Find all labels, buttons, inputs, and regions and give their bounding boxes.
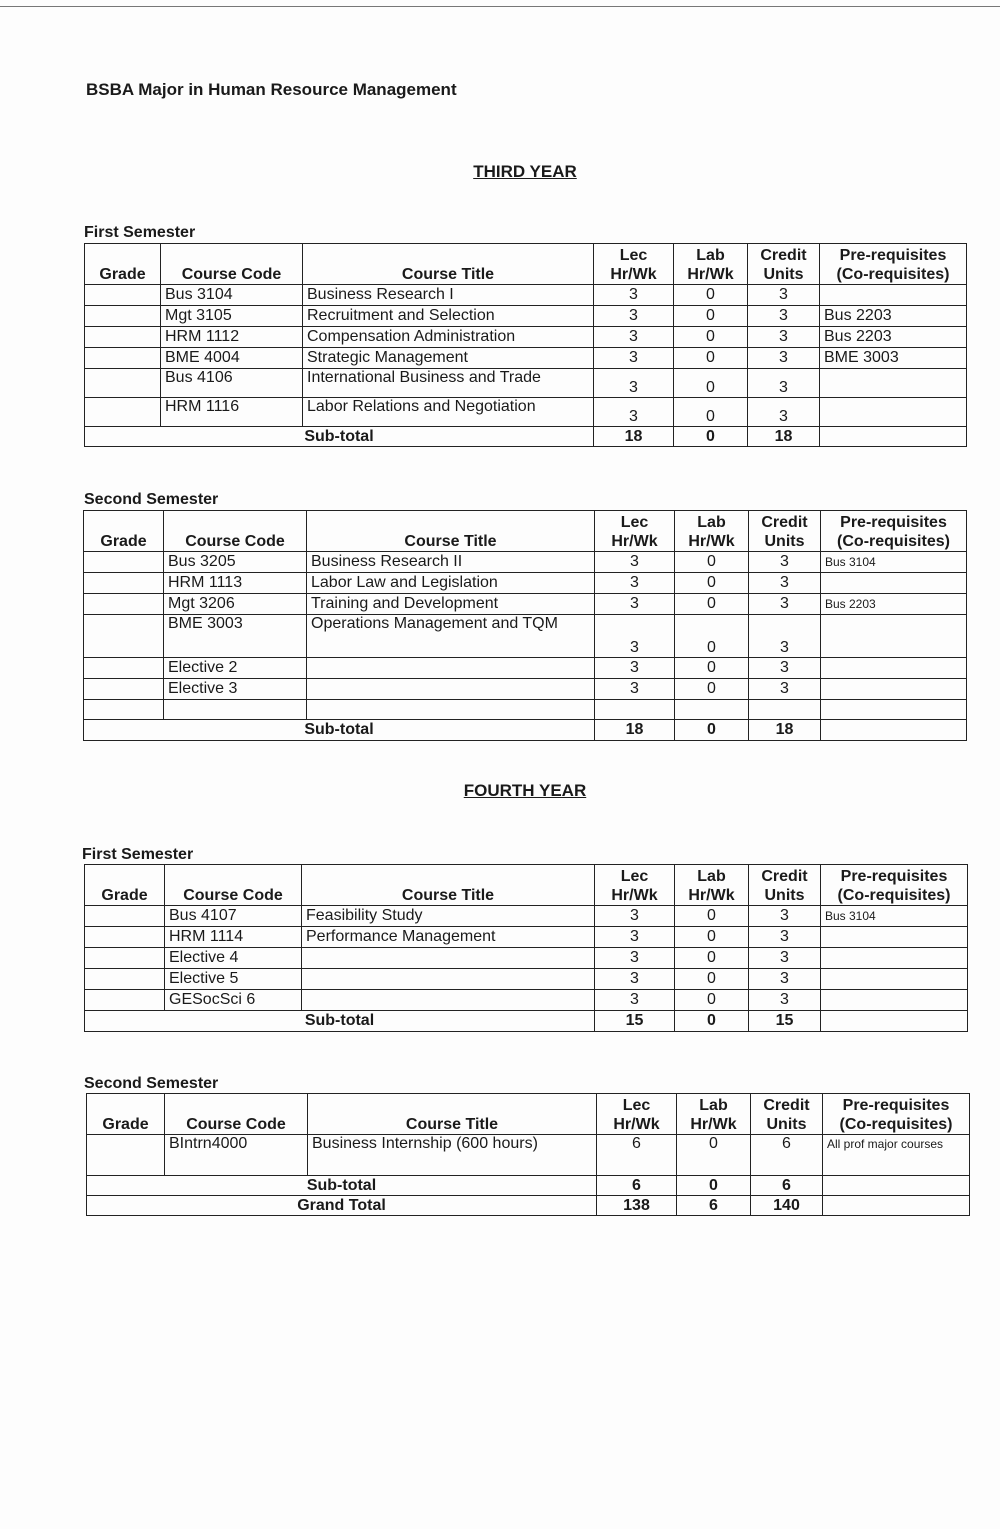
grade-cell: [84, 594, 164, 615]
empty-cell: [595, 700, 675, 720]
table-row: [84, 658, 967, 679]
header-prereq: Pre-requisites (Co-requisites): [821, 511, 967, 552]
grade-cell: [85, 990, 165, 1011]
course-title: [307, 679, 595, 700]
lab-hours: 0: [674, 369, 748, 398]
table-row: [85, 927, 968, 948]
table-row-empty: [84, 700, 967, 720]
subtotal-label: Sub-total: [87, 1176, 597, 1196]
table-row: [85, 306, 967, 327]
subtotal-lab: 0: [674, 427, 748, 447]
lec-hours: 6: [597, 1135, 677, 1176]
credit-units: 3: [749, 679, 821, 700]
header-prereq: Pre-requisites (Co-requisites): [823, 1094, 970, 1135]
header-lec: Lec Hr/Wk: [595, 865, 675, 906]
empty-cell: [307, 700, 595, 720]
course-code: HRM 1116: [161, 398, 303, 427]
course-title: Performance Management: [302, 927, 595, 948]
prerequisite: [820, 285, 967, 306]
credit-units: 6: [751, 1135, 823, 1176]
lab-hours: 0: [675, 594, 749, 615]
header-credit: Credit Units: [751, 1094, 823, 1135]
header-course-code: Course Code: [165, 1094, 308, 1135]
grade-cell: [85, 969, 165, 990]
subtotal-credit: 6: [751, 1176, 823, 1196]
prerequisite: Bus 2203: [821, 594, 967, 615]
prerequisite: All prof major courses: [823, 1135, 970, 1176]
empty-cell: [749, 700, 821, 720]
lec-hours: 3: [595, 927, 675, 948]
credit-units: 3: [748, 348, 820, 369]
prerequisite: [821, 948, 968, 969]
header-grade: Grade: [87, 1094, 165, 1135]
lab-hours: 0: [677, 1135, 751, 1176]
prerequisite: [821, 573, 967, 594]
course-code: BME 3003: [164, 615, 307, 658]
table-row: [85, 285, 967, 306]
credit-units: 3: [749, 658, 821, 679]
semester-heading: First Semester: [82, 846, 194, 863]
prerequisite: [821, 679, 967, 700]
course-title: Feasibility Study: [302, 906, 595, 927]
lab-hours: 0: [675, 906, 749, 927]
lec-hours: 3: [594, 285, 674, 306]
lab-hours: 0: [675, 969, 749, 990]
subtotal-lec: 6: [597, 1176, 677, 1196]
course-table-y4-s1: [84, 864, 968, 1032]
course-code: BIntrn4000: [165, 1135, 308, 1176]
table-header-row: [87, 1094, 970, 1135]
lec-hours: 3: [594, 398, 674, 427]
credit-units: 3: [748, 369, 820, 398]
course-table-y3-s2: [83, 510, 967, 741]
table-row: [84, 679, 967, 700]
course-code: Elective 4: [165, 948, 302, 969]
table-row: [85, 906, 968, 927]
table-row: [85, 969, 968, 990]
prerequisite: [821, 990, 968, 1011]
subtotal-prereq-empty: [820, 427, 967, 447]
grade-cell: [84, 658, 164, 679]
header-course-code: Course Code: [165, 865, 302, 906]
header-prereq: Pre-requisites (Co-requisites): [821, 865, 968, 906]
header-course-title: Course Title: [303, 244, 594, 285]
prerequisite: [821, 658, 967, 679]
table-header-row: [85, 865, 968, 906]
header-credit: Credit Units: [749, 865, 821, 906]
header-lec: Lec Hr/Wk: [597, 1094, 677, 1135]
course-code: GESocSci 6: [165, 990, 302, 1011]
course-title: Business Internship (600 hours): [308, 1135, 597, 1176]
header-lec: Lec Hr/Wk: [595, 511, 675, 552]
prerequisite: [821, 969, 968, 990]
lec-hours: 3: [595, 969, 675, 990]
subtotal-row: [84, 720, 967, 741]
lab-hours: 0: [675, 927, 749, 948]
grand-total-label: Grand Total: [87, 1196, 597, 1216]
credit-units: 3: [749, 906, 821, 927]
prerequisite: Bus 2203: [820, 327, 967, 348]
grand-total-credit: 140: [751, 1196, 823, 1216]
subtotal-lab: 0: [675, 720, 749, 741]
subtotal-prereq-empty: [821, 720, 967, 741]
table-row: [85, 948, 968, 969]
credit-units: 3: [749, 990, 821, 1011]
credit-units: 3: [749, 594, 821, 615]
lec-hours: 3: [595, 594, 675, 615]
header-lab: Lab Hr/Wk: [674, 244, 748, 285]
course-code: Mgt 3206: [164, 594, 307, 615]
lab-hours: 0: [675, 948, 749, 969]
course-code: Elective 3: [164, 679, 307, 700]
subtotal-credit: 15: [749, 1011, 821, 1032]
course-code: Elective 5: [165, 969, 302, 990]
grand-total-prereq-empty: [823, 1196, 970, 1216]
table-row: [85, 398, 967, 427]
header-course-title: Course Title: [308, 1094, 597, 1135]
grade-cell: [84, 552, 164, 573]
header-lab: Lab Hr/Wk: [675, 511, 749, 552]
header-grade: Grade: [85, 865, 165, 906]
course-code: Bus 3104: [161, 285, 303, 306]
subtotal-lab: 0: [675, 1011, 749, 1032]
course-title: Training and Development: [307, 594, 595, 615]
grade-cell: [85, 927, 165, 948]
credit-units: 3: [748, 306, 820, 327]
header-course-title: Course Title: [307, 511, 595, 552]
grade-cell: [85, 948, 165, 969]
lab-hours: 0: [674, 327, 748, 348]
lec-hours: 3: [595, 906, 675, 927]
course-title: Strategic Management: [303, 348, 594, 369]
lab-hours: 0: [675, 552, 749, 573]
course-title: Business Research II: [307, 552, 595, 573]
lab-hours: 0: [674, 306, 748, 327]
lab-hours: 0: [674, 348, 748, 369]
lab-hours: 0: [675, 679, 749, 700]
grade-cell: [84, 615, 164, 658]
header-credit: Credit Units: [748, 244, 820, 285]
credit-units: 3: [749, 573, 821, 594]
course-title: International Business and Trade: [303, 369, 594, 398]
subtotal-lab: 0: [677, 1176, 751, 1196]
lec-hours: 3: [595, 679, 675, 700]
prerequisite: Bus 3104: [821, 906, 968, 927]
empty-cell: [821, 700, 967, 720]
lec-hours: 3: [595, 990, 675, 1011]
header-course-title: Course Title: [302, 865, 595, 906]
subtotal-prereq-empty: [821, 1011, 968, 1032]
course-code: Elective 2: [164, 658, 307, 679]
course-title: Business Research I: [303, 285, 594, 306]
course-title: [302, 990, 595, 1011]
table-row: [84, 552, 967, 573]
course-code: Bus 4106: [161, 369, 303, 398]
header-grade: Grade: [85, 244, 161, 285]
course-code: HRM 1112: [161, 327, 303, 348]
year-heading-fourth: FOURTH YEAR: [463, 781, 587, 800]
lec-hours: 3: [595, 573, 675, 594]
grade-cell: [85, 327, 161, 348]
table-row: [85, 990, 968, 1011]
table-row: [87, 1135, 970, 1176]
course-table-y3-s1: [84, 243, 967, 447]
lec-hours: 3: [595, 552, 675, 573]
table-row: [84, 615, 967, 658]
header-course-code: Course Code: [161, 244, 303, 285]
course-title: Labor Law and Legislation: [307, 573, 595, 594]
subtotal-prereq-empty: [823, 1176, 970, 1196]
header-credit: Credit Units: [749, 511, 821, 552]
empty-cell: [84, 700, 164, 720]
table-header-row: [84, 511, 967, 552]
lab-hours: 0: [674, 285, 748, 306]
course-title: Labor Relations and Negotiation: [303, 398, 594, 427]
subtotal-row: [87, 1176, 970, 1196]
credit-units: 3: [749, 927, 821, 948]
course-code: Mgt 3105: [161, 306, 303, 327]
empty-cell: [675, 700, 749, 720]
lec-hours: 3: [595, 658, 675, 679]
header-grade: Grade: [84, 511, 164, 552]
grade-cell: [85, 348, 161, 369]
empty-cell: [164, 700, 307, 720]
document-title: BSBA Major in Human Resource Management: [86, 80, 457, 99]
course-table-y4-s2: [86, 1093, 970, 1216]
credit-units: 3: [748, 327, 820, 348]
grade-cell: [84, 679, 164, 700]
lab-hours: 0: [675, 990, 749, 1011]
grand-total-lec: 138: [597, 1196, 677, 1216]
course-title: [302, 948, 595, 969]
grade-cell: [87, 1135, 165, 1176]
prerequisite: [821, 927, 968, 948]
course-title: Recruitment and Selection: [303, 306, 594, 327]
grand-total-row: [87, 1196, 970, 1216]
lec-hours: 3: [594, 327, 674, 348]
subtotal-row: [85, 427, 967, 447]
credit-units: 3: [749, 969, 821, 990]
credit-units: 3: [748, 285, 820, 306]
credit-units: 3: [749, 552, 821, 573]
lec-hours: 3: [595, 948, 675, 969]
subtotal-label: Sub-total: [85, 1011, 595, 1032]
header-lec: Lec Hr/Wk: [594, 244, 674, 285]
table-row: [84, 573, 967, 594]
lec-hours: 3: [594, 348, 674, 369]
course-code: BME 4004: [161, 348, 303, 369]
course-title: [302, 969, 595, 990]
prerequisite: [820, 398, 967, 427]
grade-cell: [85, 306, 161, 327]
semester-heading: First Semester: [84, 224, 196, 241]
grade-cell: [85, 398, 161, 427]
course-code: Bus 4107: [165, 906, 302, 927]
course-code: Bus 3205: [164, 552, 307, 573]
table-row: [84, 594, 967, 615]
prerequisite: [821, 615, 967, 658]
credit-units: 3: [748, 398, 820, 427]
header-lab: Lab Hr/Wk: [677, 1094, 751, 1135]
lec-hours: 3: [594, 369, 674, 398]
prerequisite: [820, 369, 967, 398]
lab-hours: 0: [675, 615, 749, 658]
subtotal-credit: 18: [748, 427, 820, 447]
table-row: [85, 348, 967, 369]
grade-cell: [85, 369, 161, 398]
semester-heading: Second Semester: [84, 491, 219, 508]
header-prereq: Pre-requisites (Co-requisites): [820, 244, 967, 285]
grade-cell: [84, 573, 164, 594]
course-title: Operations Management and TQM: [307, 615, 595, 658]
subtotal-lec: 15: [595, 1011, 675, 1032]
grand-total-lab: 6: [677, 1196, 751, 1216]
table-row: [85, 327, 967, 348]
course-code: HRM 1114: [165, 927, 302, 948]
subtotal-lec: 18: [595, 720, 675, 741]
prerequisite: Bus 3104: [821, 552, 967, 573]
subtotal-row: [85, 1011, 968, 1032]
prerequisite: Bus 2203: [820, 306, 967, 327]
prerequisite: BME 3003: [820, 348, 967, 369]
course-code: HRM 1113: [164, 573, 307, 594]
lab-hours: 0: [675, 573, 749, 594]
lab-hours: 0: [674, 398, 748, 427]
subtotal-label: Sub-total: [85, 427, 594, 447]
grade-cell: [85, 285, 161, 306]
grade-cell: [85, 906, 165, 927]
lec-hours: 3: [594, 306, 674, 327]
course-title: [307, 658, 595, 679]
header-course-code: Course Code: [164, 511, 307, 552]
subtotal-label: Sub-total: [84, 720, 595, 741]
credit-units: 3: [749, 948, 821, 969]
lec-hours: 3: [595, 615, 675, 658]
subtotal-credit: 18: [749, 720, 821, 741]
table-header-row: [85, 244, 967, 285]
course-title: Compensation Administration: [303, 327, 594, 348]
year-heading-third: THIRD YEAR: [473, 162, 577, 181]
table-row: [85, 369, 967, 398]
top-rule: [0, 6, 1000, 7]
semester-heading: Second Semester: [84, 1075, 219, 1092]
credit-units: 3: [749, 615, 821, 658]
header-lab: Lab Hr/Wk: [675, 865, 749, 906]
subtotal-lec: 18: [594, 427, 674, 447]
lab-hours: 0: [675, 658, 749, 679]
